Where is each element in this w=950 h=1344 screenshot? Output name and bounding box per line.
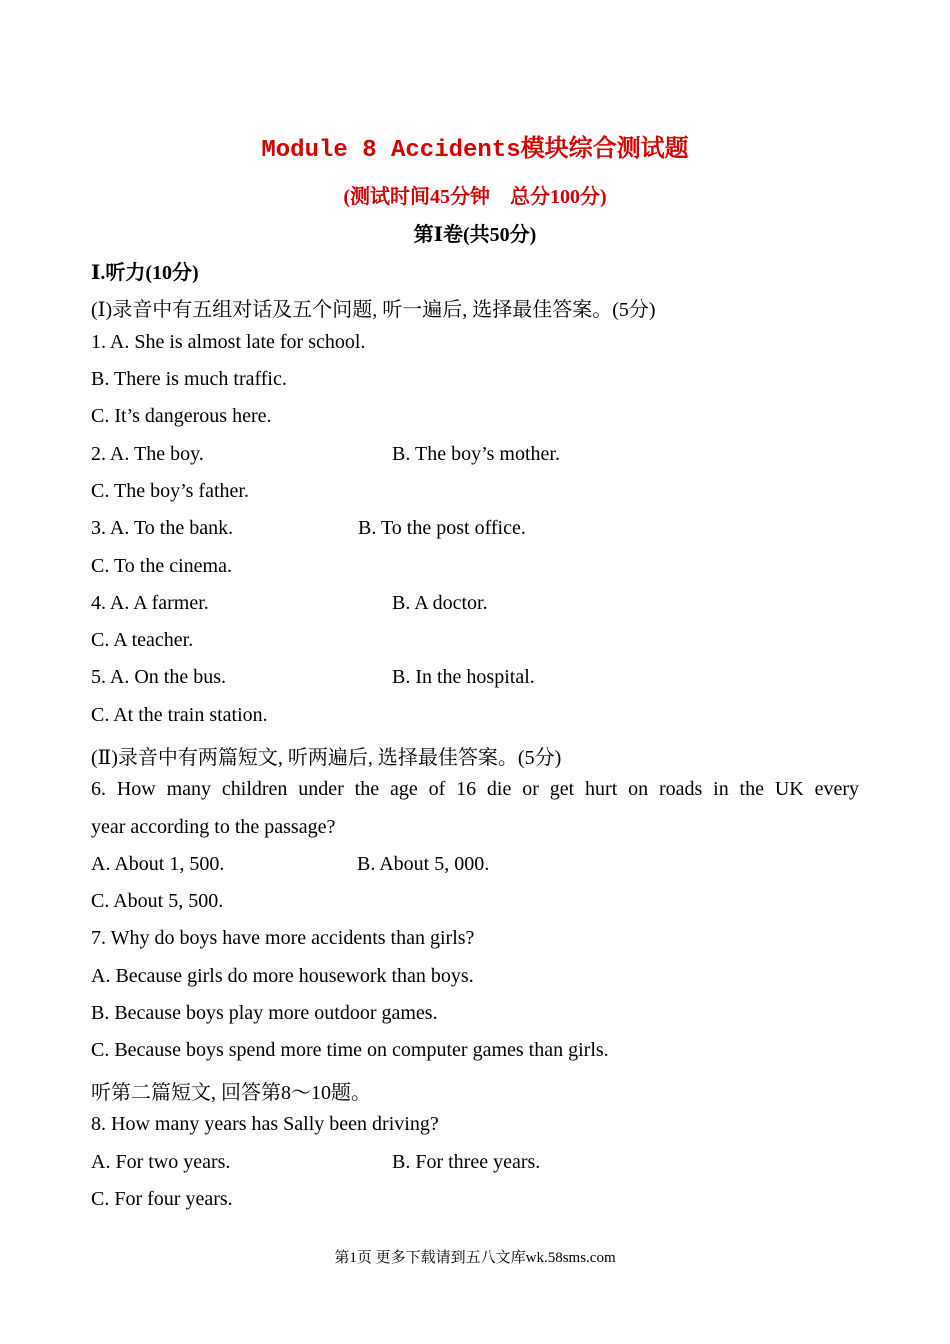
q3-option-a: 3. A. To the bank.: [91, 517, 234, 539]
q7-stem: 7. Why do boys have more accidents than girls?: [91, 927, 475, 949]
q4-option-c: C. A teacher.: [91, 629, 194, 651]
q5-option-c: C. At the train station.: [91, 704, 268, 726]
title-english: Module 8 Accidents: [261, 137, 521, 164]
q4-option-a: 4. A. A farmer.: [91, 592, 209, 614]
passage2-instruction: 听第二篇短文, 回答第8～10题。: [91, 1082, 371, 1104]
q3-option-b: B. To the post office.: [358, 517, 526, 539]
title-chinese: 模块综合测试题: [520, 134, 689, 162]
q8-option-b: B. For three years.: [392, 1151, 541, 1173]
q2-option-b: B. The boy’s mother.: [392, 443, 560, 465]
q1-option-c: C. It’s dangerous here.: [91, 405, 272, 427]
q2-option-c: C. The boy’s father.: [91, 480, 249, 502]
q8-stem: 8. How many years has Sally been driving?: [91, 1113, 439, 1135]
q7-option-b: B. Because boys play more outdoor games.: [91, 1002, 438, 1024]
q5-option-b: B. In the hospital.: [392, 666, 535, 688]
part1-instruction: (Ⅰ)录音中有五组对话及五个问题, 听一遍后, 选择最佳答案。(5分): [91, 299, 656, 321]
test-info: (测试时间45分钟 总分100分): [343, 186, 607, 208]
part2-instruction: (Ⅱ)录音中有两篇短文, 听两遍后, 选择最佳答案。(5分): [91, 747, 562, 769]
page-footer: 第1页 更多下载请到五八文库wk.58sms.com: [334, 1250, 616, 1266]
q7-option-a: A. Because girls do more housework than boys.: [91, 965, 474, 987]
section-heading: Ⅰ.听力(10分): [91, 262, 199, 284]
q3-option-c: C. To the cinema.: [91, 555, 232, 577]
q6-option-b: B. About 5, 000.: [357, 853, 490, 875]
q7-option-c: C. Because boys spend more time on computer games than girls.: [91, 1039, 609, 1061]
volume-heading: 第Ⅰ卷(共50分): [413, 224, 537, 246]
q2-option-a: 2. A. The boy.: [91, 443, 204, 465]
q6-stem-line1: 6. How many children under the age of 16 die or get hurt on roads in the UK every: [91, 778, 859, 800]
q1-option-a: 1. A. She is almost late for school.: [91, 331, 366, 353]
q6-option-a: A. About 1, 500.: [91, 853, 225, 875]
page-title: [0, 128, 950, 164]
q4-option-b: B. A doctor.: [392, 592, 488, 614]
q6-option-c: C. About 5, 500.: [91, 890, 224, 912]
q1-option-b: B. There is much traffic.: [91, 368, 287, 390]
q5-option-a: 5. A. On the bus.: [91, 666, 226, 688]
q6-stem-line2: year according to the passage?: [91, 816, 336, 838]
q8-option-c: C. For four years.: [91, 1188, 233, 1210]
q8-option-a: A. For two years.: [91, 1151, 231, 1173]
